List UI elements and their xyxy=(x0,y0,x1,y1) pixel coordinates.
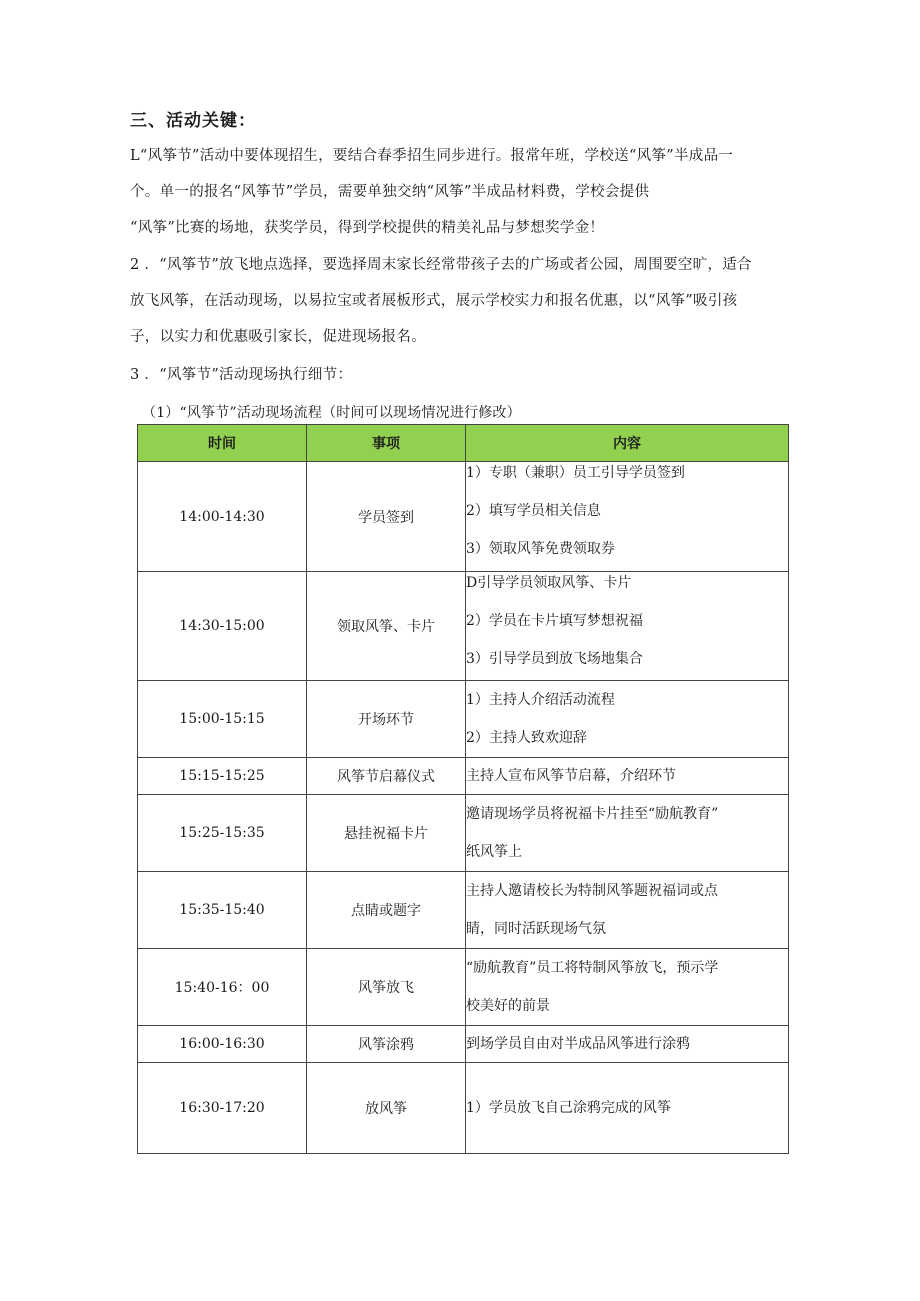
content-line: 睛，同时活跃现场气氛 xyxy=(466,921,606,937)
content-line: 2）填写学员相关信息 xyxy=(466,503,601,519)
content-line: 主持人宣布风筝节启幕，介绍环节 xyxy=(466,768,676,784)
row-time: 16:00-16:30 xyxy=(138,1026,307,1063)
content-line: 3）领取风筝免费领取券 xyxy=(466,541,615,557)
row-time: 14:30-15:00 xyxy=(138,572,307,681)
row-item: 点睛或题字 xyxy=(307,872,466,949)
row-time: 14:00-14:30 xyxy=(138,462,307,572)
paragraph-1 xyxy=(130,138,790,246)
row-time: 15:00-15:15 xyxy=(138,681,307,758)
row-time: 15:15-15:25 xyxy=(138,758,307,795)
row-content xyxy=(466,1026,789,1063)
row-item: 开场环节 xyxy=(307,681,466,758)
row-content xyxy=(466,462,789,572)
table-row xyxy=(138,1026,789,1063)
row-content xyxy=(466,949,789,1026)
table-row xyxy=(138,758,789,795)
content-line: D引导学员领取风筝、卡片 xyxy=(466,575,632,591)
table-row xyxy=(138,949,789,1026)
section-heading: 三、活动关键： xyxy=(130,111,256,131)
content-line: “励航教育”员工将特制风筝放飞，预示学 xyxy=(466,960,719,976)
paragraph-2 xyxy=(130,247,790,355)
paragraph-line: 放飞风筝，在活动现场，以易拉宝或者展板形式，展示学校实力和报名优惠，以“风筝”吸引孩 xyxy=(130,293,738,309)
content-line: 到场学员自由对半成品风筝进行涂鸦 xyxy=(466,1036,690,1052)
paragraph-line: “风筝”比赛的场地，获奖学员，得到学校提供的精美礼品与梦想奖学金！ xyxy=(130,220,605,236)
row-content xyxy=(466,758,789,795)
header-content: 内容 xyxy=(466,425,789,462)
header-time: 时间 xyxy=(138,425,307,462)
row-content xyxy=(466,795,789,872)
paragraph-line: 个。单一的报名“风筝节”学员，需要单独交纳“风筝”半成品材料费，学校会提供 xyxy=(130,184,650,200)
row-time: 15:25-15:35 xyxy=(138,795,307,872)
table-caption: （1）“风筝节”活动现场流程（时间可以现场情况进行修改） xyxy=(142,405,521,421)
row-item: 学员签到 xyxy=(307,462,466,572)
content-line: 1）专职（兼职）员工引导学员签到 xyxy=(466,465,685,481)
table-row xyxy=(138,1063,789,1154)
row-item: 风筝放飞 xyxy=(307,949,466,1026)
paragraph-line: L“风筝节”活动中要体现招生，要结合春季招生同步进行。报常年班，学校送“风筝”半成品一 xyxy=(130,148,734,164)
table-row xyxy=(138,462,789,572)
row-item: 风筝节启幕仪式 xyxy=(307,758,466,795)
content-line: 校美好的前景 xyxy=(466,998,550,1014)
table-row xyxy=(138,572,789,681)
table-row xyxy=(138,872,789,949)
content-line: 2）主持人致欢迎辞 xyxy=(466,730,587,746)
row-content xyxy=(466,872,789,949)
table-row xyxy=(138,795,789,872)
row-item: 悬挂祝福卡片 xyxy=(307,795,466,872)
content-line: 纸风筝上 xyxy=(466,844,522,860)
schedule-table xyxy=(137,424,789,1154)
content-line: 1）学员放飞自己涂鸦完成的风筝 xyxy=(466,1100,671,1116)
row-content xyxy=(466,681,789,758)
row-time: 16:30-17:20 xyxy=(138,1063,307,1154)
content-line: 邀请现场学员将祝福卡片挂至“励航教育” xyxy=(466,806,719,822)
paragraph-line: 子，以实力和优惠吸引家长，促进现场报名。 xyxy=(130,329,426,345)
row-item: 风筝涂鸦 xyxy=(307,1026,466,1063)
table-row xyxy=(138,681,789,758)
row-time: 15:40-16：00 xyxy=(138,949,307,1026)
row-content xyxy=(466,572,789,681)
header-item: 事项 xyxy=(307,425,466,462)
paragraph-line: 3 ．“风筝节”活动现场执行细节： xyxy=(130,367,353,383)
row-time: 15:35-15:40 xyxy=(138,872,307,949)
paragraph-line: 2 ．“风筝节”放飞地点选择，要选择周末家长经常带孩子去的广场或者公园，周围要空旷，适合 xyxy=(130,257,752,273)
content-line: 2）学员在卡片填写梦想祝福 xyxy=(466,613,643,629)
row-item: 领取风筝、卡片 xyxy=(307,572,466,681)
content-line: 主持人邀请校长为特制风筝题祝福词或点 xyxy=(466,883,718,899)
row-content xyxy=(466,1063,789,1154)
paragraph-3 xyxy=(130,357,790,393)
content-line: 1）主持人介绍活动流程 xyxy=(466,692,615,708)
content-line: 3）引导学员到放飞场地集合 xyxy=(466,651,643,667)
row-item: 放风筝 xyxy=(307,1063,466,1154)
